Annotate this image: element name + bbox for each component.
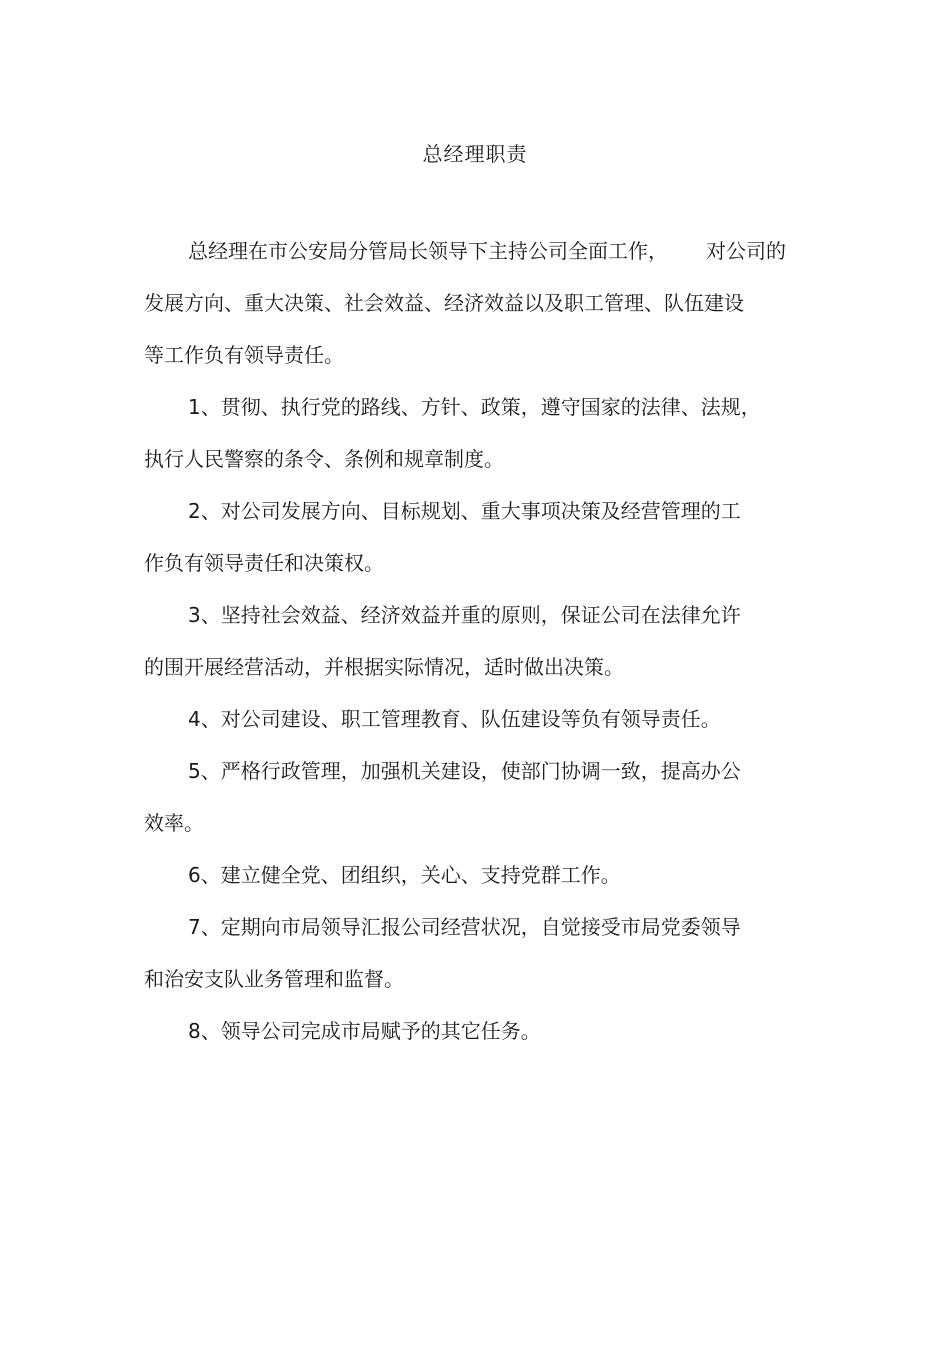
text-line: 等工作负有领导责任。 <box>144 343 344 367</box>
text-line: 作负有领导责任和决策权。 <box>144 551 384 575</box>
text-line: 7、定期向市局领导汇报公司经营状况，自觉接受市局党委领导 <box>188 915 741 939</box>
text-line: 和治安支队业务管理和监督。 <box>144 967 404 991</box>
duty-item-2 <box>144 493 814 597</box>
text-line: 发展方向、重大决策、社会效益、经济效益以及职工管理、队伍建设 <box>144 291 744 315</box>
text-line: 5、严格行政管理，加强机关建设，使部门协调一致，提高办公 <box>188 759 741 783</box>
duty-item-4 <box>144 701 814 753</box>
intro-text-part1: 总经理在市公安局分管局长领导下主持公司全面工作， <box>188 239 668 263</box>
text-line: 2、对公司发展方向、目标规划、重大事项决策及经营管理的工 <box>188 499 741 523</box>
text-line: 效率。 <box>144 811 204 835</box>
duty-item-5 <box>144 753 814 857</box>
intro-paragraph <box>144 233 814 389</box>
text-line: 6、建立健全党、团组织，关心、支持党群工作。 <box>188 863 621 887</box>
text-line: 1、贯彻、执行党的路线、方针、政策，遵守国家的法律、法规， <box>188 395 761 419</box>
text-line: 8、领导公司完成市局赋予的其它任务。 <box>188 1019 541 1043</box>
intro-text-part2: 对公司的 <box>706 239 786 263</box>
duty-item-7 <box>144 909 814 1013</box>
duty-item-6 <box>144 857 814 909</box>
document-title: 总经理职责 <box>422 142 528 166</box>
duty-item-1 <box>144 389 814 493</box>
text-line: 执行人民警察的条令、条例和规章制度。 <box>144 447 504 471</box>
document-body <box>144 233 814 1065</box>
text-line: 3、坚持社会效益、经济效益并重的原则，保证公司在法律允许 <box>188 603 741 627</box>
text-line: 4、对公司建设、职工管理教育、队伍建设等负有领导责任。 <box>188 707 721 731</box>
duty-item-3 <box>144 597 814 701</box>
text-line: 的围开展经营活动，并根据实际情况，适时做出决策。 <box>144 655 624 679</box>
duty-item-8 <box>144 1013 814 1065</box>
text-line <box>144 233 814 285</box>
